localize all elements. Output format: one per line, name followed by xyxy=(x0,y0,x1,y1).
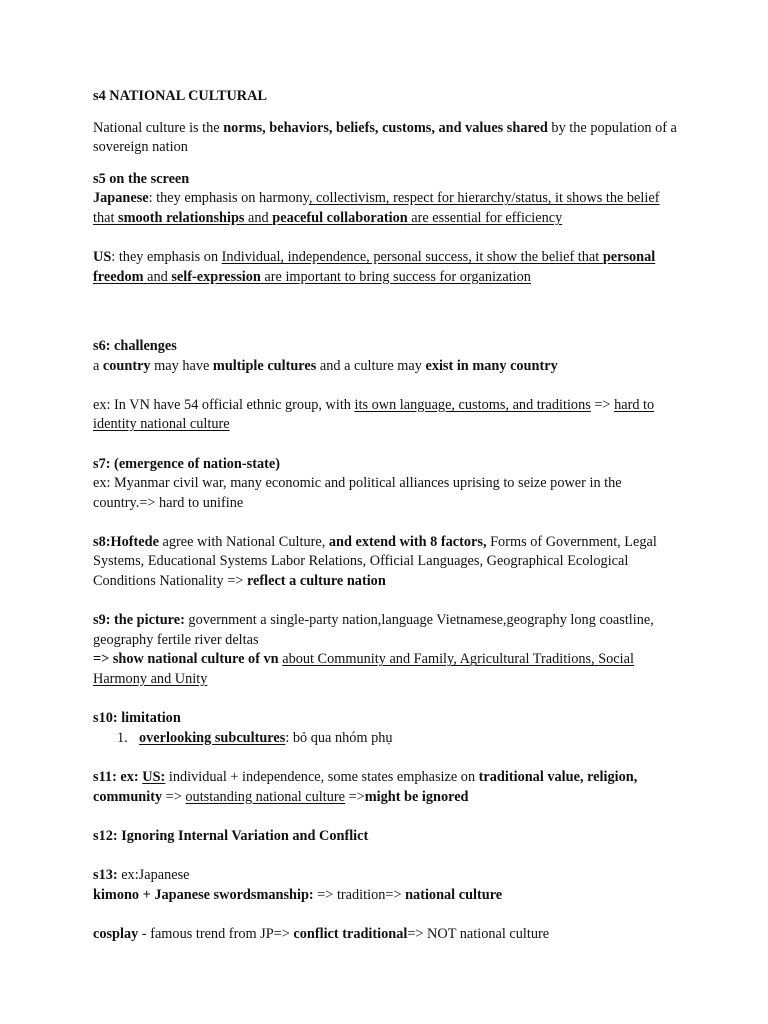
bold-text: kimono + Japanese swordsmanship: xyxy=(93,886,314,903)
bold-text: multiple cultures xyxy=(212,357,317,374)
s7-heading xyxy=(93,455,678,475)
s13-line xyxy=(93,886,678,906)
bold-underlined-text: self-expression xyxy=(171,268,261,285)
s6-heading xyxy=(93,337,678,357)
bold-text: and extend with 8 factors, xyxy=(328,533,491,550)
s8-paragraph xyxy=(93,533,678,592)
cosplay-line xyxy=(93,925,678,945)
text: Forms of Government, Legal Systems, Educational Systems Labor Relations, Official Languages, Geographical Ecological Conditions Nationality => xyxy=(93,533,657,590)
underlined-text: about Community and Family, Agricultural Traditions, Social Harmony and Unity xyxy=(93,651,634,688)
s9-conclusion xyxy=(93,650,678,689)
bold-text: exist in many country xyxy=(425,357,558,374)
definition-paragraph xyxy=(93,119,678,158)
bold-text: norms, behaviors, beliefs, customs, and values shared xyxy=(223,119,548,136)
text: ex: In VN have 54 official ethnic group, with xyxy=(93,396,355,413)
bold-text: : (emergence of nation-state) xyxy=(105,455,280,472)
text: => NOT national culture xyxy=(407,925,550,942)
heading-text: s5 on the screen xyxy=(93,170,190,187)
text: by the population of a sovereign nation xyxy=(93,119,677,156)
bold-text: s12: Ignoring Internal Variation and Conflict xyxy=(93,827,369,844)
underlined-text: outstanding national culture xyxy=(185,788,346,805)
s6-line xyxy=(93,357,678,377)
s6-example xyxy=(93,396,678,435)
text: may have xyxy=(150,357,213,374)
bold-text: national culture xyxy=(405,886,503,903)
s5-heading xyxy=(93,170,678,190)
text: : they emphasis on xyxy=(111,249,222,266)
s13-heading xyxy=(93,866,678,886)
text: => tradition=> xyxy=(313,886,406,903)
s11-paragraph xyxy=(93,768,678,807)
list-item xyxy=(117,729,678,749)
text: => xyxy=(345,788,365,805)
underlined-text: and xyxy=(143,268,172,285)
text: - famous trend from JP=> xyxy=(138,925,294,942)
s9-paragraph xyxy=(93,611,678,650)
underlined-text: hard to identity national culture xyxy=(93,396,655,433)
bold-text: Hoftede xyxy=(110,533,159,550)
bold-underlined-text: peaceful collaboration xyxy=(272,209,408,226)
s5-us xyxy=(93,248,678,287)
document-body xyxy=(93,87,678,944)
bold-underlined-text: personal freedom xyxy=(93,249,656,285)
bold-text: reflect a culture nation xyxy=(246,573,386,590)
text: : they emphasis on harmony xyxy=(148,190,309,207)
bold-text: US xyxy=(93,249,112,266)
s10-heading xyxy=(93,709,678,729)
bold-text: => show national culture of vn xyxy=(93,651,279,668)
bold-underlined-text: overlooking subcultures xyxy=(139,729,286,746)
s12-heading xyxy=(93,827,678,847)
bold-text: s7 xyxy=(93,455,106,472)
bold-text: might be ignored xyxy=(364,788,469,805)
text: agree with National Culture, xyxy=(158,533,329,550)
underlined-text: , collectivism, respect for hierarchy/status, it shows the belief that xyxy=(93,190,660,226)
bold-text: s8: xyxy=(93,533,111,550)
bold-text: s10: limitation xyxy=(93,710,181,727)
bold-text: s9: the picture: xyxy=(93,612,185,629)
text: government a single-party nation,language Vietnamese,geography long coastline, geography fertile river deltas xyxy=(93,612,654,648)
s7-example: ex: Myanmar civil war, many economic and political alliances uprising to seize power in the country.=> hard to unifine xyxy=(93,475,622,511)
s10-list xyxy=(93,729,678,749)
text: and a culture may xyxy=(316,357,426,374)
text: : bỏ qua nhóm phụ xyxy=(285,729,393,746)
bold-text: traditional value, religion, community xyxy=(93,769,638,805)
bold-text: s13: xyxy=(93,866,118,883)
underlined-text: Individual, independence, personal success, it show the belief that xyxy=(221,249,603,266)
bold-text: Japanese xyxy=(93,190,149,207)
text: ex:Japanese xyxy=(117,866,190,883)
bold-underlined-text: smooth relationships xyxy=(118,209,245,226)
bold-underlined-text: US: xyxy=(142,769,166,785)
list-number: 1. xyxy=(117,729,128,746)
title-text: s4 NATIONAL CULTURAL xyxy=(93,88,267,104)
bold-text: s11 xyxy=(93,769,113,785)
text: National culture is the xyxy=(93,119,224,136)
text: => xyxy=(590,396,615,413)
underlined-text: are important to bring success for organization xyxy=(260,268,531,285)
bold-text: cosplay xyxy=(93,925,139,942)
underlined-text: are essential for efficiency xyxy=(407,209,563,226)
bold-text: : challenges xyxy=(105,337,177,354)
underlined-text: and xyxy=(244,209,273,226)
text: => xyxy=(162,788,186,805)
bold-text: conflict traditional xyxy=(293,925,408,942)
text: individual + independence, some states emphasize on xyxy=(165,769,479,785)
bold-text: : ex: xyxy=(112,769,143,785)
text: a xyxy=(93,357,103,374)
underlined-text: its own language, customs, and traditions xyxy=(354,396,591,413)
s5-japanese xyxy=(93,189,678,228)
bold-text: country xyxy=(102,357,151,374)
doc-title xyxy=(93,87,678,107)
bold-text: s6 xyxy=(93,337,106,354)
